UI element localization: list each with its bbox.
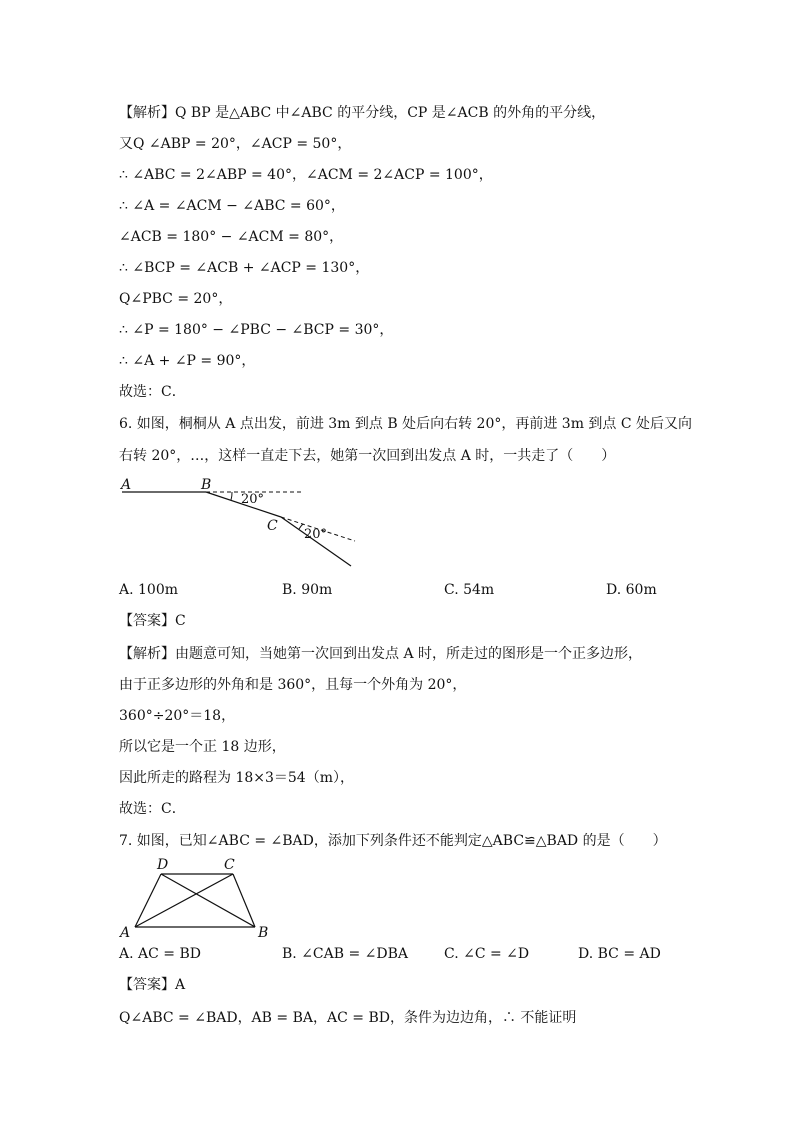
q7-option-d: D. BC = AD bbox=[578, 946, 661, 962]
q6-answer: 【答案】C bbox=[119, 613, 186, 629]
q6-angle-2: 20° bbox=[304, 527, 328, 542]
q6-stem-line-2: 右转 20°，…，这样一直走下去，她第一次回到出发点 A 时，一共走了（ ） bbox=[119, 448, 616, 464]
q5-solution-line-10: 故选：C． bbox=[119, 384, 186, 400]
q6-stem-line-1: 6. 如图，桐桐从 A 点出发，前进 3m 到点 B 处后向右转 20°，再前进 3m 到点 C 处后又向 bbox=[119, 416, 693, 432]
q6-option-c: C. 54m bbox=[444, 582, 495, 598]
q6-solution-line-4: 所以它是一个正 18 边形， bbox=[119, 739, 286, 755]
q6-option-b: B. 90m bbox=[282, 582, 333, 598]
q6-label-a: A bbox=[121, 477, 132, 493]
q7-label-a: A bbox=[120, 925, 131, 941]
q7-option-c: C. ∠C = ∠D bbox=[444, 946, 530, 962]
q5-solution-line-2: 又Q ∠ABP = 20°，∠ACP = 50°， bbox=[119, 136, 352, 152]
q6-solution-line-5: 因此所走的路程为 18×3＝54（m）， bbox=[119, 770, 354, 786]
q7-option-a: A. AC = BD bbox=[119, 946, 201, 962]
q7-label-c: C bbox=[224, 857, 235, 873]
q5-solution-line-8: ∴ ∠P = 180° − ∠PBC − ∠BCP = 30°， bbox=[119, 322, 394, 338]
q7-label-b: B bbox=[258, 925, 269, 941]
q6-angle-1: 20° bbox=[241, 492, 265, 507]
q6-solution-line-1: 【解析】由题意可知，当她第一次回到出发点 A 时，所走过的图形是一个正多边形， bbox=[119, 646, 643, 662]
q5-solution-line-1: 【解析】Q BP 是△ABC 中∠ABC 的平分线，CP 是∠ACB 的外角的平分线， bbox=[119, 105, 606, 121]
q7-label-d: D bbox=[157, 857, 169, 873]
q7-solution-line-1: Q∠ABC = ∠BAD，AB = BA，AC = BD，条件为边边角，∴ 不能证明 bbox=[119, 1010, 577, 1026]
q7-option-b: B. ∠CAB = ∠DBA bbox=[282, 946, 409, 962]
q6-solution-line-6: 故选：C． bbox=[119, 801, 186, 817]
q5-solution-line-3: ∴ ∠ABC = 2∠ABP = 40°，∠ACM = 2∠ACP = 100°， bbox=[119, 167, 493, 183]
q6-label-b: B bbox=[201, 477, 212, 493]
q5-solution-line-9: ∴ ∠A + ∠P = 90°， bbox=[119, 353, 256, 369]
q6-solution-line-2: 由于正多边形的外角和是 360°，且每一个外角为 20°， bbox=[119, 677, 467, 693]
q5-solution-line-5: ∠ACB = 180° − ∠ACM = 80°， bbox=[119, 229, 344, 245]
q5-solution-line-6: ∴ ∠BCP = ∠ACB + ∠ACP = 130°， bbox=[119, 260, 370, 276]
q7-stem: 7. 如图，已知∠ABC = ∠BAD，添加下列条件还不能判定△ABC≌△BAD 的是（ ） bbox=[119, 833, 667, 849]
q6-solution-line-3: 360°÷20°＝18， bbox=[119, 708, 236, 724]
q6-label-c: C bbox=[267, 518, 278, 534]
q6-option-a: A. 100m bbox=[119, 582, 179, 598]
q5-solution-line-4: ∴ ∠A = ∠ACM − ∠ABC = 60°， bbox=[119, 198, 345, 214]
q7-answer: 【答案】A bbox=[119, 977, 186, 993]
q5-solution-line-7: Q∠PBC = 20°， bbox=[119, 291, 233, 307]
q6-option-d: D. 60m bbox=[606, 582, 657, 598]
